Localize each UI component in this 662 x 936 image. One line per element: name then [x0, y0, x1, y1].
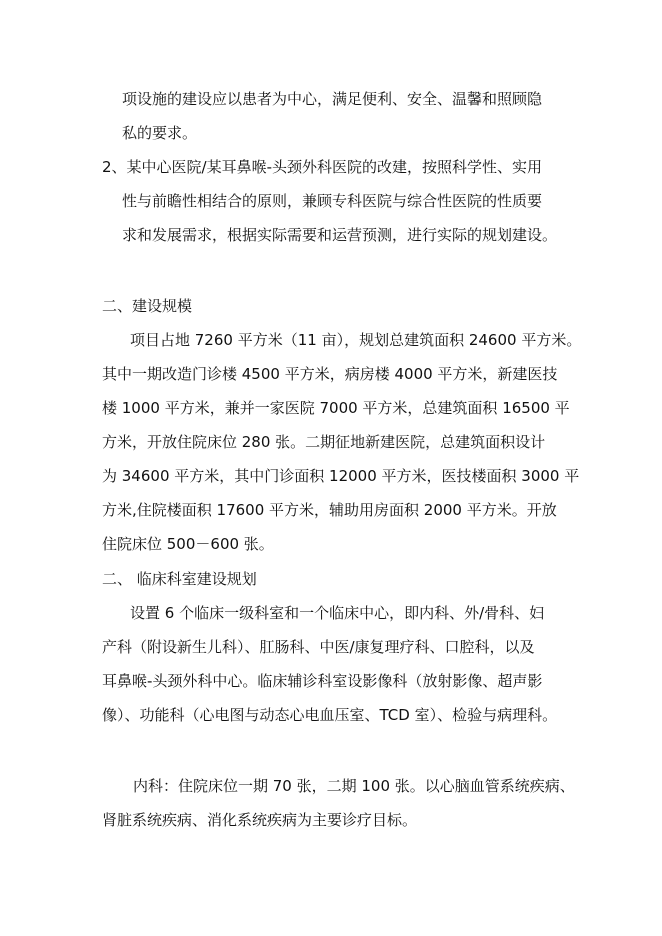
scale-line-3: 楼 1000 平方米，兼并一家医院 7000 平方米，总建筑面积 16500 平: [102, 399, 570, 417]
item2-line-2: 性与前瞻性相结合的原则，兼顾专科医院与综合性医院的性质要: [122, 192, 543, 210]
item2-line-1: 2、某中心医院/某耳鼻喉-头颈外科医院的改建，按照科学性、实用: [102, 158, 543, 176]
section-scale-heading: 二、建设规模: [102, 297, 193, 315]
scale-line-4: 方米，开放住院床位 280 张。二期征地新建医院，总建筑面积设计: [102, 433, 546, 451]
clinical-line-2: 产科（附设新生儿科）、肛肠科、中医/康复理疗科、口腔科，以及: [102, 638, 535, 656]
section-clinical-heading: 二、 临床科室建设规划: [102, 570, 257, 588]
clinical-line-1: 设置 6 个临床一级科室和一个临床中心，即内科、外/骨科、妇: [130, 604, 545, 622]
intro-line-2: 私的要求。: [122, 124, 198, 142]
scale-line-1: 项目占地 7260 平方米（11 亩），规划总建筑面积 24600 平方米。: [130, 331, 582, 349]
scale-line-2: 其中一期改造门诊楼 4500 平方米，病房楼 4000 平方米，新建医技: [102, 365, 558, 383]
intro-line-1: 项设施的建设应以患者为中心，满足便利、安全、温馨和照顾隐: [122, 90, 543, 108]
internal-medicine-line-2: 肾脏系统疾病、消化系统疾病为主要诊疗目标。: [102, 811, 418, 829]
scale-line-7: 住院床位 500－600 张。: [102, 535, 274, 553]
item2-line-3: 求和发展需求，根据实际需要和运营预测，进行实际的规划建设。: [122, 226, 558, 244]
clinical-line-3: 耳鼻喉-头颈外科中心。临床辅诊科室设影像科（放射影像、超声影: [102, 672, 543, 690]
scale-line-5: 为 34600 平方米，其中门诊面积 12000 平方米，医技楼面积 3000 平: [102, 467, 580, 485]
internal-medicine-line-1: 内科：住院床位一期 70 张，二期 100 张。以心脑血管系统疾病、: [133, 777, 575, 795]
clinical-line-4: 像）、功能科（心电图与动态心电血压室、TCD 室）、检验与病理科。: [102, 706, 558, 724]
scale-line-6: 方米,住院楼面积 17600 平方米，辅助用房面积 2000 平方米。开放: [102, 501, 557, 519]
